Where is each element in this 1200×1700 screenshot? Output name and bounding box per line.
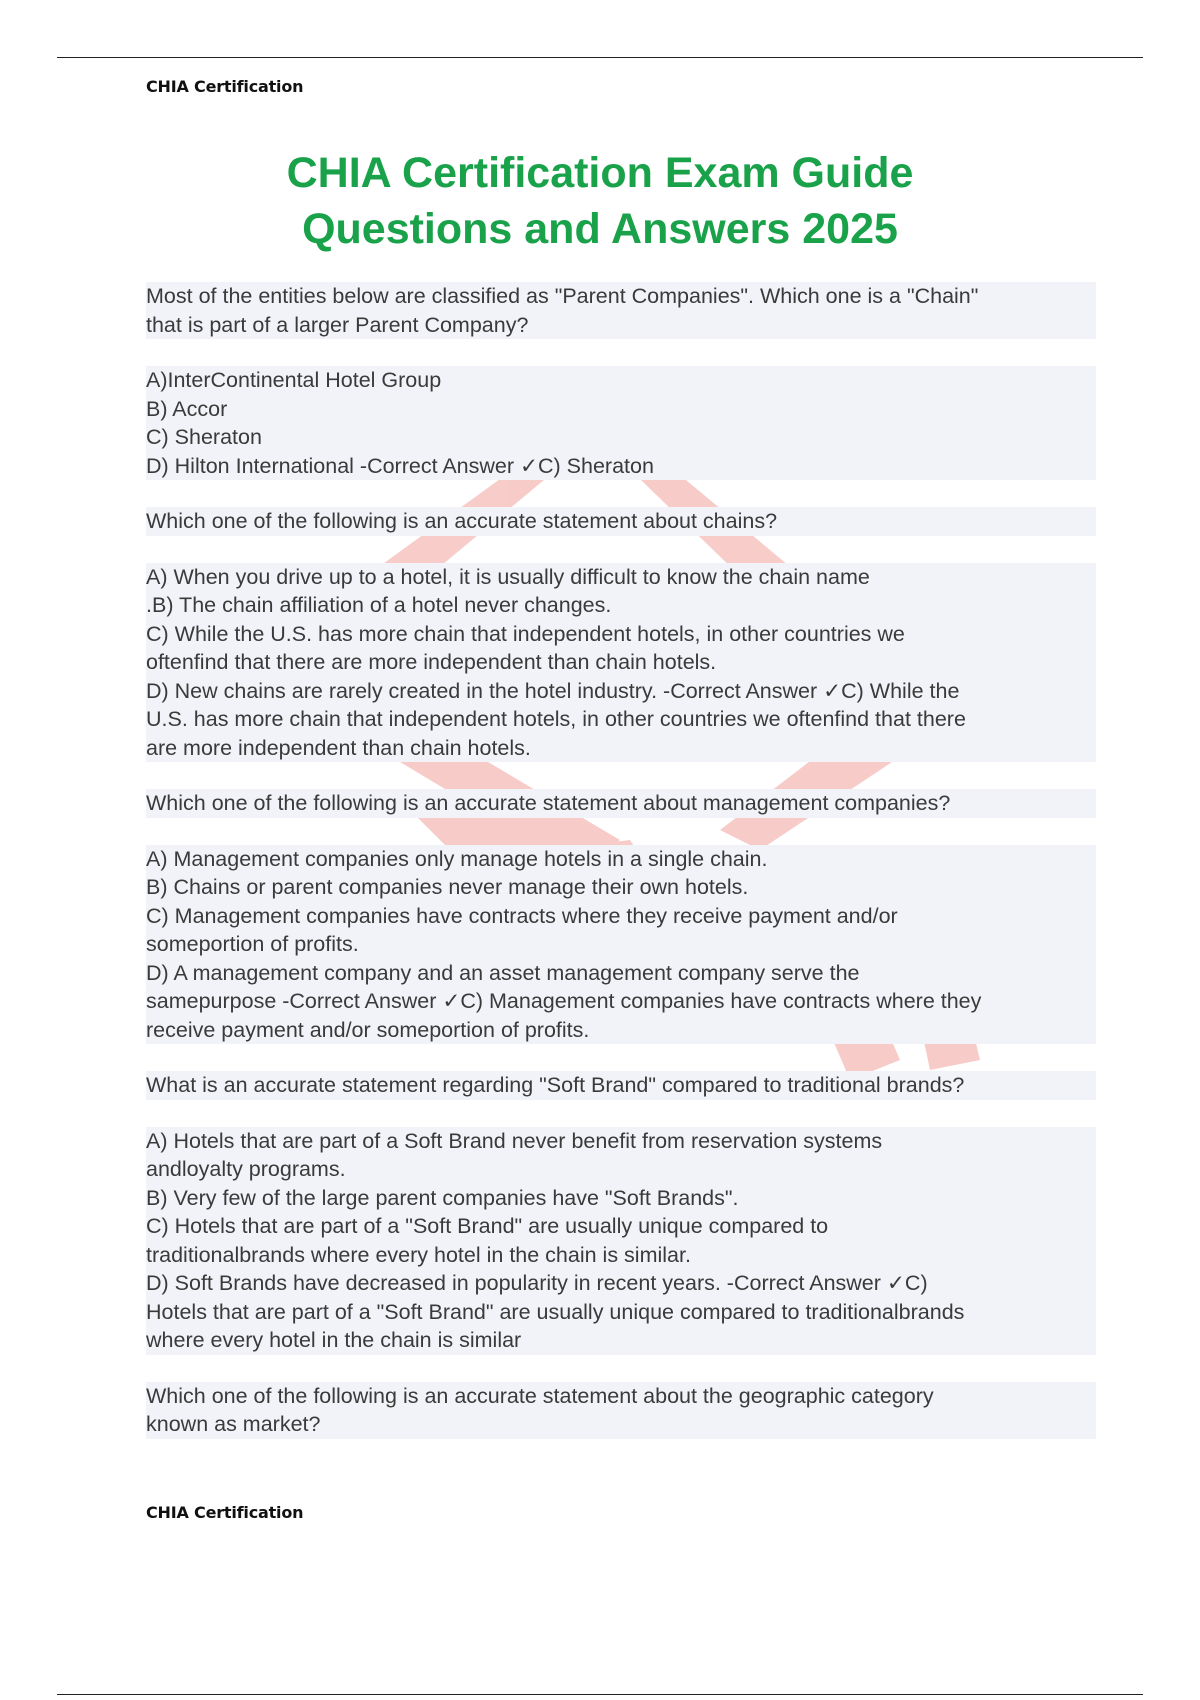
option-line: C) Sheraton — [146, 423, 1096, 452]
question-block — [146, 282, 1096, 507]
option-line: .B) The chain affiliation of a hotel never changes. — [146, 591, 1096, 620]
option-line: andloyalty programs. — [146, 1155, 1096, 1184]
option-line: D) Hilton International -Correct Answer ✓C) Sheraton — [146, 452, 1096, 481]
option-line: Hotels that are part of a "Soft Brand" are usually unique compared to traditionalbrands — [146, 1298, 1096, 1327]
question-text-line: Most of the entities below are classified as "Parent Companies". Which one is a "Chain" — [146, 282, 1096, 311]
title-line-2: Questions and Answers 2025 — [302, 205, 898, 253]
bottom-rule — [57, 1694, 1143, 1695]
option-line: C) Hotels that are part of a "Soft Brand" are usually unique compared to — [146, 1212, 1096, 1241]
option-line: A)InterContinental Hotel Group — [146, 366, 1096, 395]
title-line-1: CHIA Certification Exam Guide — [286, 149, 914, 197]
option-line: A) When you drive up to a hotel, it is usually difficult to know the chain name — [146, 563, 1096, 592]
option-line: D) New chains are rarely created in the hotel industry. -Correct Answer ✓C) While the — [146, 677, 1096, 706]
question-block — [146, 1071, 1096, 1382]
question-block — [146, 789, 1096, 1071]
option-line: C) While the U.S. has more chain that independent hotels, in other countries we — [146, 620, 1096, 649]
question-text-line: that is part of a larger Parent Company? — [146, 311, 1096, 340]
question-block — [146, 1382, 1096, 1439]
option-line: someportion of profits. — [146, 930, 1096, 959]
option-line: B) Chains or parent companies never manage their own hotels. — [146, 873, 1096, 902]
option-line: B) Accor — [146, 395, 1096, 424]
question-block — [146, 507, 1096, 789]
running-footer: CHIA Certification — [146, 1503, 304, 1522]
option-line: traditionalbrands where every hotel in the chain is similar. — [146, 1241, 1096, 1270]
option-line: where every hotel in the chain is similar — [146, 1326, 1096, 1355]
document-title — [0, 145, 1200, 257]
option-line: D) A management company and an asset management company serve the — [146, 959, 1096, 988]
question-text-line: known as market? — [146, 1410, 1096, 1439]
option-line: are more independent than chain hotels. — [146, 734, 1096, 763]
option-line: C) Management companies have contracts where they receive payment and/or — [146, 902, 1096, 931]
option-line: A) Management companies only manage hotels in a single chain. — [146, 845, 1096, 874]
option-line: U.S. has more chain that independent hotels, in other countries we oftenfind that there — [146, 705, 1096, 734]
document-body — [146, 282, 1096, 1439]
question-text-line: Which one of the following is an accurate statement about chains? — [146, 507, 1096, 536]
running-header: CHIA Certification — [146, 77, 304, 96]
option-line: B) Very few of the large parent companies have "Soft Brands". — [146, 1184, 1096, 1213]
option-line: D) Soft Brands have decreased in popularity in recent years. -Correct Answer ✓C) — [146, 1269, 1096, 1298]
top-rule — [57, 57, 1143, 58]
question-text-line: What is an accurate statement regarding "Soft Brand" compared to traditional brands? — [146, 1071, 1096, 1100]
question-text-line: Which one of the following is an accurate statement about the geographic category — [146, 1382, 1096, 1411]
option-line: samepurpose -Correct Answer ✓C) Management companies have contracts where they — [146, 987, 1096, 1016]
option-line: receive payment and/or someportion of profits. — [146, 1016, 1096, 1045]
option-line: A) Hotels that are part of a Soft Brand never benefit from reservation systems — [146, 1127, 1096, 1156]
option-line: oftenfind that there are more independent than chain hotels. — [146, 648, 1096, 677]
question-text-line: Which one of the following is an accurate statement about management companies? — [146, 789, 1096, 818]
